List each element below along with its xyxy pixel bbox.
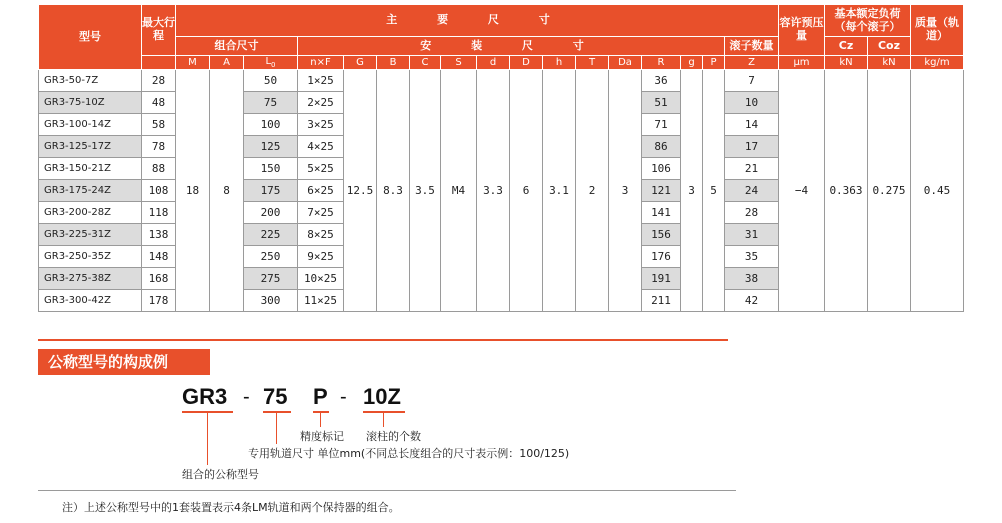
- cell-preload: −4: [779, 70, 825, 312]
- cell-l0: 300: [244, 290, 298, 312]
- cell-model: GR3-125-17Z: [39, 136, 142, 158]
- header-d-small: d: [477, 56, 510, 70]
- cell-l0: 150: [244, 158, 298, 180]
- header-m: M: [176, 56, 210, 70]
- cell-max-stroke: 148: [142, 246, 176, 268]
- header-cz: Cz: [825, 37, 868, 56]
- cell-nxf: 10×25: [298, 268, 344, 290]
- header-preload: 容许预压量: [779, 5, 825, 56]
- cell-model: GR3-100-14Z: [39, 114, 142, 136]
- heading-rule: [38, 339, 728, 341]
- cell-r: 121: [642, 180, 681, 202]
- code-part-series: GR3: [182, 384, 228, 409]
- cell-cz: 0.363: [825, 70, 868, 312]
- header-da: Da: [609, 56, 642, 70]
- header-b: B: [377, 56, 410, 70]
- cell-r: 176: [642, 246, 681, 268]
- cell-max-stroke: 108: [142, 180, 176, 202]
- cell-da: 3: [609, 70, 642, 312]
- cell-nxf: 7×25: [298, 202, 344, 224]
- header-p: P: [703, 56, 725, 70]
- header-t: T: [576, 56, 609, 70]
- cell-l0: 175: [244, 180, 298, 202]
- code-separator-2: -: [340, 386, 347, 408]
- cell-nxf: 8×25: [298, 224, 344, 246]
- header-kn-cz: kN: [825, 56, 868, 70]
- cell-r: 36: [642, 70, 681, 92]
- cell-p: 5: [703, 70, 725, 312]
- cell-nxf: 2×25: [298, 92, 344, 114]
- cell-z: 24: [725, 180, 779, 202]
- cell-max-stroke: 88: [142, 158, 176, 180]
- cell-nxf: 4×25: [298, 136, 344, 158]
- header-kn-coz: kN: [868, 56, 911, 70]
- cell-mass: 0.45: [911, 70, 964, 312]
- cell-c: 3.5: [410, 70, 441, 312]
- code-part-rollers: 10Z: [363, 384, 401, 409]
- header-mu-m: μm: [779, 56, 825, 70]
- header-install-dims: 安 装 尺 寸: [298, 37, 725, 56]
- cell-r: 191: [642, 268, 681, 290]
- cell-l0: 125: [244, 136, 298, 158]
- cell-l0: 75: [244, 92, 298, 114]
- label-model: 组合的公称型号: [182, 468, 259, 481]
- cell-max-stroke: 178: [142, 290, 176, 312]
- cell-r: 71: [642, 114, 681, 136]
- cell-r: 211: [642, 290, 681, 312]
- header-s: S: [441, 56, 477, 70]
- cell-l0: 200: [244, 202, 298, 224]
- leader-series: [207, 413, 208, 465]
- cell-z: 42: [725, 290, 779, 312]
- cell-z: 31: [725, 224, 779, 246]
- cell-l0: 100: [244, 114, 298, 136]
- cell-b: 8.3: [377, 70, 410, 312]
- header-mass: 质量（轨道）: [911, 5, 964, 56]
- cell-max-stroke: 138: [142, 224, 176, 246]
- cell-model: GR3-250-35Z: [39, 246, 142, 268]
- cell-model: GR3-225-31Z: [39, 224, 142, 246]
- header-main-dims: 主 要 尺 寸: [176, 5, 779, 37]
- cell-g: 12.5: [344, 70, 377, 312]
- cell-z: 7: [725, 70, 779, 92]
- header-assembly-dims: 组合尺寸: [176, 37, 298, 56]
- header-nxf: n×F: [298, 56, 344, 70]
- label-accuracy: 精度标记: [300, 430, 344, 443]
- cell-z: 10: [725, 92, 779, 114]
- cell-model: GR3-175-24Z: [39, 180, 142, 202]
- cell-nxf: 5×25: [298, 158, 344, 180]
- cell-r: 156: [642, 224, 681, 246]
- cell-nxf: 1×25: [298, 70, 344, 92]
- header-r: R: [642, 56, 681, 70]
- header-model: 型号: [39, 5, 142, 70]
- cell-max-stroke: 58: [142, 114, 176, 136]
- cell-t: 2: [576, 70, 609, 312]
- header-g: G: [344, 56, 377, 70]
- cell-z: 28: [725, 202, 779, 224]
- label-roller-count: 滚柱的个数: [366, 430, 421, 443]
- cell-z: 35: [725, 246, 779, 268]
- cell-h: 3.1: [543, 70, 576, 312]
- cell-nxf: 3×25: [298, 114, 344, 136]
- cell-max-stroke: 28: [142, 70, 176, 92]
- cell-r: 106: [642, 158, 681, 180]
- table-body: [39, 70, 964, 312]
- cell-r: 86: [642, 136, 681, 158]
- cell-max-stroke: 78: [142, 136, 176, 158]
- code-part-accuracy: P: [313, 384, 328, 409]
- cell-r: 141: [642, 202, 681, 224]
- header-roller-count: 滚子数量: [725, 37, 779, 56]
- cell-model: GR3-300-42Z: [39, 290, 142, 312]
- cell-max-stroke: 118: [142, 202, 176, 224]
- cell-coz: 0.275: [868, 70, 911, 312]
- underline-rollers: [363, 411, 405, 413]
- leader-length: [276, 413, 277, 444]
- header-z: Z: [725, 56, 779, 70]
- underline-length: [263, 411, 291, 413]
- cell-d: 3.3: [477, 70, 510, 312]
- cell-model: GR3-200-28Z: [39, 202, 142, 224]
- code-part-length: 75: [263, 384, 288, 409]
- header-l0: $L_0$: [244, 56, 298, 70]
- header-max-stroke: 最大行程: [142, 5, 176, 56]
- cell-model: GR3-275-38Z: [39, 268, 142, 290]
- code-separator-1: -: [243, 386, 250, 408]
- cell-l0: 50: [244, 70, 298, 92]
- cell-model: GR3-75-10Z: [39, 92, 142, 114]
- spec-table: [38, 4, 964, 312]
- cell-model: GR3-50-7Z: [39, 70, 142, 92]
- cell-g-small: 3: [681, 70, 703, 312]
- table-row: [39, 70, 964, 92]
- header-c: C: [410, 56, 441, 70]
- header-load-rating: 基本额定负荷（每个滚子）: [825, 5, 911, 37]
- cell-model: GR3-150-21Z: [39, 158, 142, 180]
- cell-nxf: 9×25: [298, 246, 344, 268]
- cell-z: 14: [725, 114, 779, 136]
- cell-d: 6: [510, 70, 543, 312]
- cell-nxf: 6×25: [298, 180, 344, 202]
- footnote: 注）上述公称型号中的1套装置表示4条LM轨道和两个保持器的组合。: [62, 501, 400, 514]
- cell-nxf: 11×25: [298, 290, 344, 312]
- cell-r: 51: [642, 92, 681, 114]
- cell-l0: 225: [244, 224, 298, 246]
- leader-accuracy: [320, 413, 321, 427]
- cell-max-stroke: 48: [142, 92, 176, 114]
- note-rule: [38, 490, 736, 491]
- cell-s: M4: [441, 70, 477, 312]
- label-rail-dims: 专用轨道尺寸 单位mm(不同总长度组合的尺寸表示例：100/125): [248, 447, 570, 460]
- header-g-small: g: [681, 56, 703, 70]
- cell-max-stroke: 168: [142, 268, 176, 290]
- header-kgm: kg/m: [911, 56, 964, 70]
- cell-a: 8: [210, 70, 244, 312]
- leader-rollers: [383, 413, 384, 427]
- cell-l0: 275: [244, 268, 298, 290]
- cell-z: 38: [725, 268, 779, 290]
- cell-z: 21: [725, 158, 779, 180]
- section-heading: 公称型号的构成例: [38, 349, 210, 375]
- cell-z: 17: [725, 136, 779, 158]
- header-h: h: [543, 56, 576, 70]
- header-a: A: [210, 56, 244, 70]
- underline-accuracy: [313, 411, 329, 413]
- cell-m: 18: [176, 70, 210, 312]
- header-d-large: D: [510, 56, 543, 70]
- header-coz: Coz: [868, 37, 911, 56]
- header-unit-blank: [142, 56, 176, 70]
- cell-l0: 250: [244, 246, 298, 268]
